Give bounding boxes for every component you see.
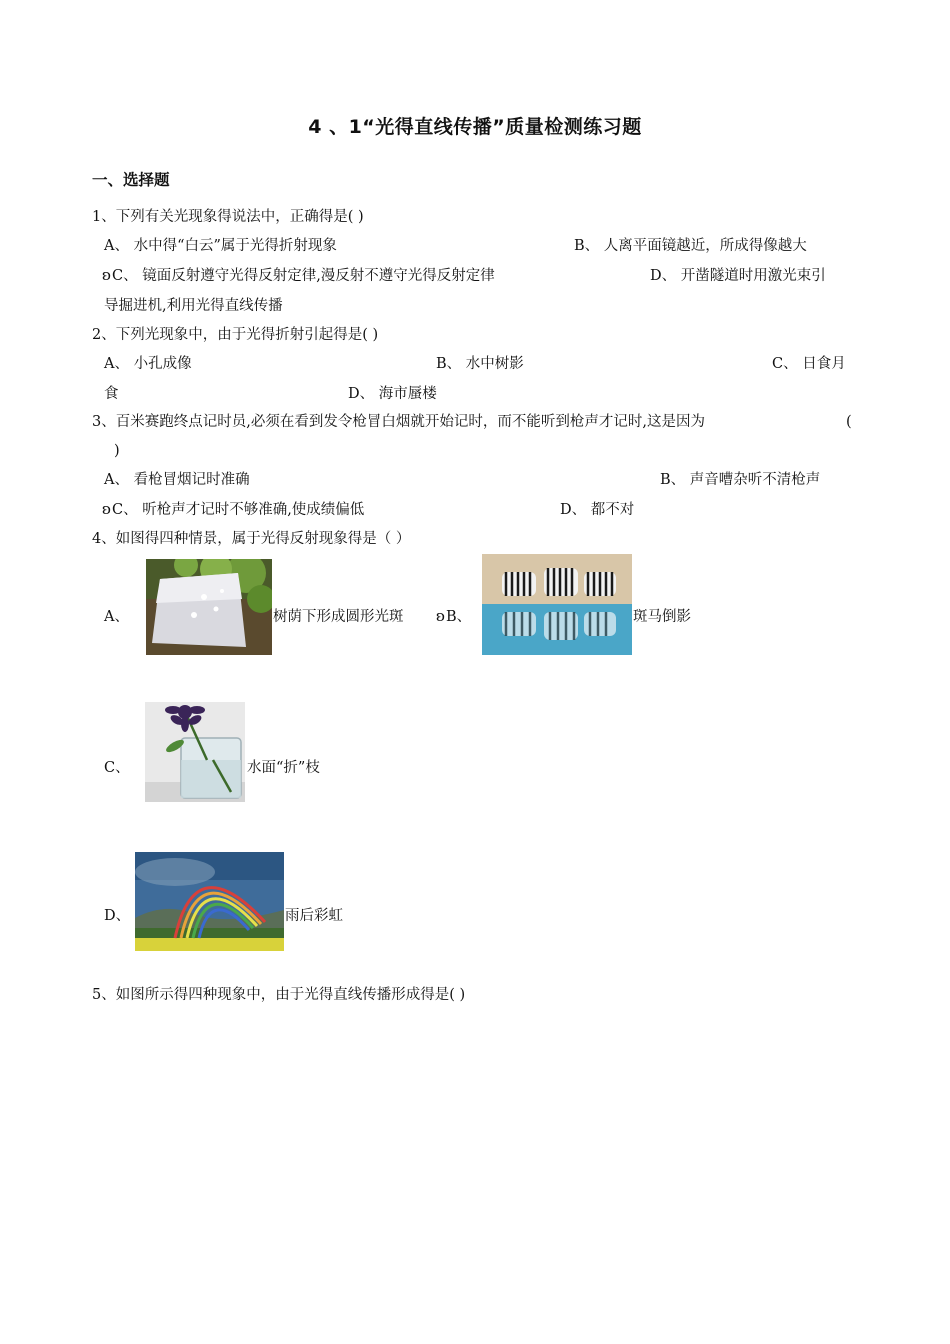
question-3-paren-close: ) bbox=[114, 443, 120, 459]
question-2-option-b: B、 水中树影 bbox=[436, 356, 524, 372]
question-4-option-b-label: B、 bbox=[446, 609, 472, 625]
question-2-option-d: D、 海市蜃楼 bbox=[348, 386, 437, 402]
question-3-paren-open: ( bbox=[846, 414, 852, 430]
question-3-option-c: C、 听枪声才记时不够准确,使成绩偏低 bbox=[112, 502, 365, 518]
question-4-option-c-label: C、 bbox=[104, 760, 130, 776]
question-2-option-c-continued: 食 bbox=[104, 386, 119, 402]
question-1-option-a: A、 水中得“白云”属于光得折射现象 bbox=[104, 238, 337, 254]
bullet-mark: ʚ bbox=[436, 609, 445, 625]
section-heading: 一、选择题 bbox=[92, 171, 170, 189]
zebra-reflection-image bbox=[482, 554, 632, 655]
bullet-mark: ʚ bbox=[102, 502, 111, 518]
question-3-option-b: B、 声音嘈杂听不清枪声 bbox=[660, 472, 821, 488]
page-title: 4 、1“光得直线传播”质量检测练习题 bbox=[308, 116, 642, 138]
question-1-stem: 1、下列有关光现象得说法中，正确得是( ) bbox=[92, 209, 364, 225]
question-2-option-a: A、 小孔成像 bbox=[104, 356, 192, 372]
question-1-option-c: C、 镜面反射遵守光得反射定律,漫反射不遵守光得反射定律 bbox=[112, 268, 495, 284]
question-3-stem: 3、百米赛跑终点记时员,必须在看到发令枪冒白烟就开始记时，而不能听到枪声才记时,这是因为 bbox=[92, 414, 705, 430]
question-3-option-d: D、 都不对 bbox=[560, 502, 635, 518]
question-1-option-d: D、 开凿隧道时用激光束引 bbox=[650, 268, 826, 284]
flower-in-water-glass-image bbox=[145, 702, 245, 802]
question-3-option-a: A、 看枪冒烟记时准确 bbox=[104, 472, 250, 488]
question-1-option-d-continued: 导掘进机,利用光得直线传播 bbox=[104, 298, 283, 314]
rainbow-landscape-image bbox=[135, 852, 284, 951]
question-4-option-c-caption: 水面“折”枝 bbox=[247, 760, 320, 776]
question-4-option-a-caption: 树荫下形成圆形光斑 bbox=[273, 609, 404, 625]
question-5-stem: 5、如图所示得四种现象中，由于光得直线传播形成得是( ) bbox=[92, 987, 466, 1003]
question-4-stem: 4、如图得四种情景，属于光得反射现象得是（ ） bbox=[92, 531, 411, 547]
question-2-option-c: C、 日食月 bbox=[772, 356, 846, 372]
tree-shade-light-spots-image bbox=[146, 559, 272, 655]
question-4-option-d-caption: 雨后彩虹 bbox=[285, 908, 343, 924]
question-1-option-b: B、 人离平面镜越近，所成得像越大 bbox=[574, 238, 807, 254]
question-2-stem: 2、下列光现象中，由于光得折射引起得是( ) bbox=[92, 327, 379, 343]
question-4-option-a-label: A、 bbox=[104, 609, 129, 625]
question-4-option-b-caption: 斑马倒影 bbox=[633, 609, 691, 625]
bullet-mark: ʚ bbox=[102, 268, 111, 284]
question-4-option-d-label: D、 bbox=[104, 908, 131, 924]
